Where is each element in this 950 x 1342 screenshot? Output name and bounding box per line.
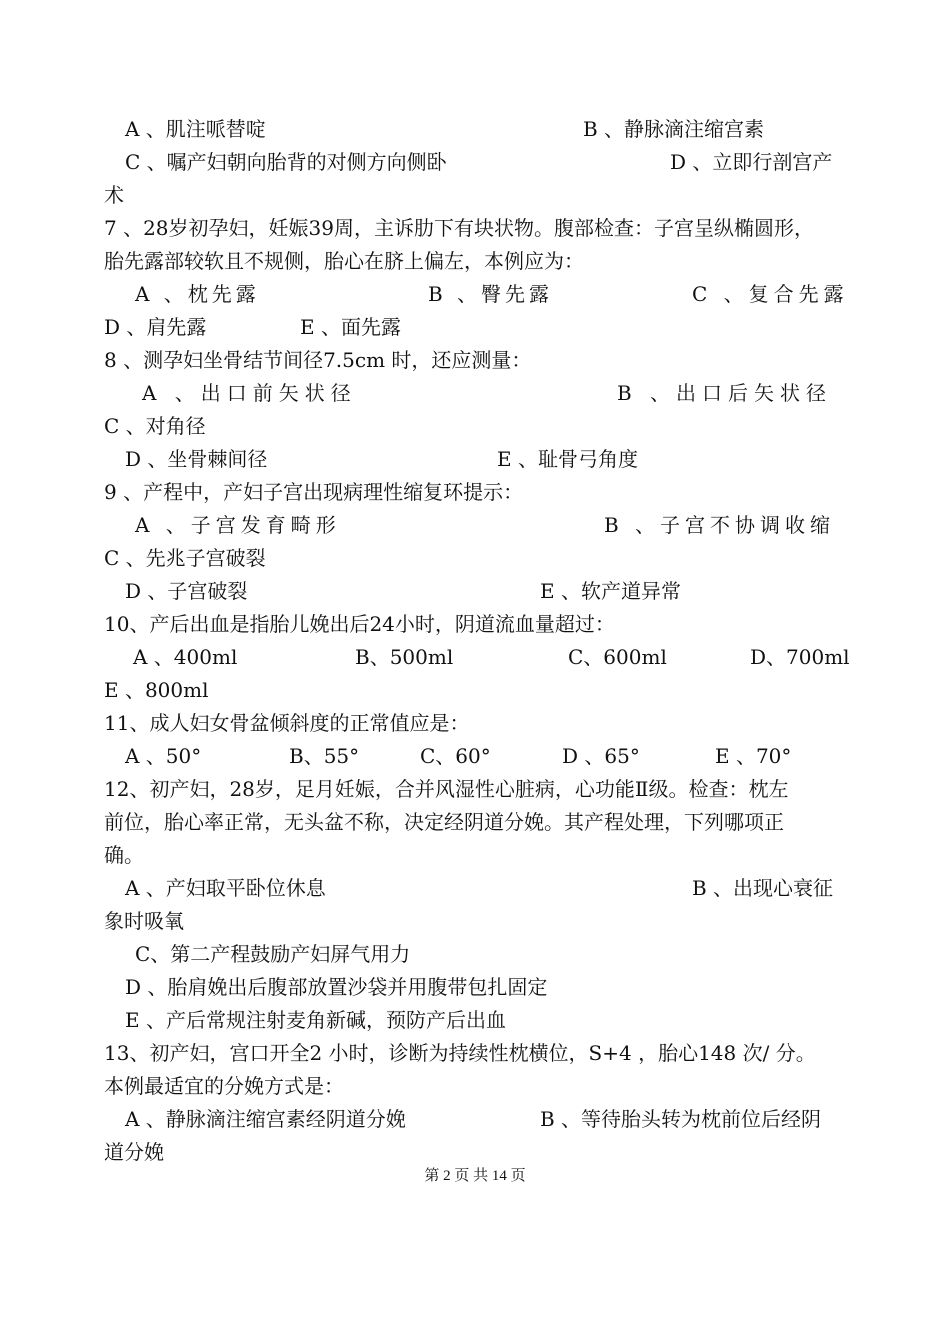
- option-12b: B 、出现心衰征: [692, 876, 834, 900]
- question-7-line-2: 胎先露部较软且不规侧，胎心在脐上偏左，本例应为：: [104, 249, 584, 273]
- question-13-line-1: 13、初产妇，宫口开全2 小时，诊断为持续性枕横位，S+4 ，胎心148 次/ 分。: [104, 1041, 816, 1065]
- option-9d: D 、子宫破裂: [125, 579, 248, 603]
- option-7b: B 、臀先露: [428, 282, 554, 306]
- option-8c: C 、对角径: [104, 414, 206, 438]
- option-12d: D 、胎肩娩出后腹部放置沙袋并用腹带包扎固定: [125, 975, 548, 999]
- option-7c: C 、复合先露: [692, 282, 849, 306]
- option-8d: D 、坐骨棘间径: [125, 447, 268, 471]
- option-10e: E 、800ml: [104, 678, 209, 702]
- option-6d-wrap: 术: [104, 183, 124, 207]
- option-10d: D、700ml: [750, 645, 850, 669]
- option-12c: C、第二产程鼓励产妇屏气用力: [135, 942, 411, 966]
- option-12e: E 、产后常规注射麦角新碱，预防产后出血: [125, 1008, 506, 1032]
- option-12a: A 、产妇取平卧位休息: [125, 876, 326, 900]
- option-11a: A 、50°: [125, 744, 202, 768]
- option-11d: D 、65°: [562, 744, 640, 768]
- question-12-line-3: 确。: [104, 843, 144, 867]
- option-8b: B 、出口后矢状径: [617, 381, 833, 405]
- option-7a: A 、枕先露: [135, 282, 260, 306]
- option-7d: D 、肩先露: [104, 315, 207, 339]
- question-12-line-2: 前位，胎心率正常，无头盆不称，决定经阴道分娩。其产程处理，下列哪项正: [104, 810, 784, 834]
- option-6c: C 、嘱产妇朝向胎背的对侧方向侧卧: [125, 150, 447, 174]
- option-11e: E 、70°: [715, 744, 792, 768]
- option-6d: D 、立即行剖宫产: [670, 150, 833, 174]
- option-6b: B 、静脉滴注缩宫素: [583, 117, 765, 141]
- question-12-line-1: 12、初产妇，28岁，足月妊娠，合并风湿性心脏病，心功能Ⅱ级。检查：枕左: [104, 777, 789, 801]
- option-11c: C、60°: [420, 744, 491, 768]
- option-10b: B、500ml: [355, 645, 454, 669]
- option-9e: E 、软产道异常: [540, 579, 681, 603]
- question-11: 11、成人妇女骨盆倾斜度的正常值应是：: [104, 711, 470, 735]
- option-11b: B、55°: [289, 744, 360, 768]
- option-9c: C 、先兆子宫破裂: [104, 546, 266, 570]
- option-7e: E 、面先露: [300, 315, 401, 339]
- question-10: 10、产后出血是指胎儿娩出后24小时，阴道流血量超过：: [104, 612, 615, 636]
- question-13-line-2: 本例最适宜的分娩方式是：: [104, 1074, 344, 1098]
- question-9: 9 、产程中，产妇子宫出现病理性缩复环提示：: [104, 480, 524, 504]
- option-9b: B 、子宫不协调收缩: [604, 513, 836, 537]
- option-13b: B 、等待胎头转为枕前位后经阴: [540, 1107, 822, 1131]
- page-number-footer: 第 2 页 共 14 页: [424, 1168, 526, 1184]
- option-13b-wrap: 道分娩: [104, 1140, 164, 1164]
- option-10a: A 、400ml: [133, 645, 238, 669]
- question-7-line-1: 7 、28岁初孕妇，妊娠39周，主诉肋下有块状物。腹部检查：子宫呈纵椭圆形，: [104, 216, 814, 240]
- option-8e: E 、耻骨弓角度: [497, 447, 638, 471]
- option-10c: C、600ml: [568, 645, 667, 669]
- option-6a: A 、肌注哌替啶: [125, 117, 266, 141]
- option-12b-wrap: 象时吸氧: [104, 909, 184, 933]
- option-9a: A 、子宫发育畸形: [135, 513, 341, 537]
- question-8: 8 、测孕妇坐骨结节间径7.5cm 时，还应测量：: [104, 348, 532, 372]
- option-13a: A 、静脉滴注缩宫素经阴道分娩: [125, 1107, 406, 1131]
- option-8a: A 、出口前矢状径: [142, 381, 357, 405]
